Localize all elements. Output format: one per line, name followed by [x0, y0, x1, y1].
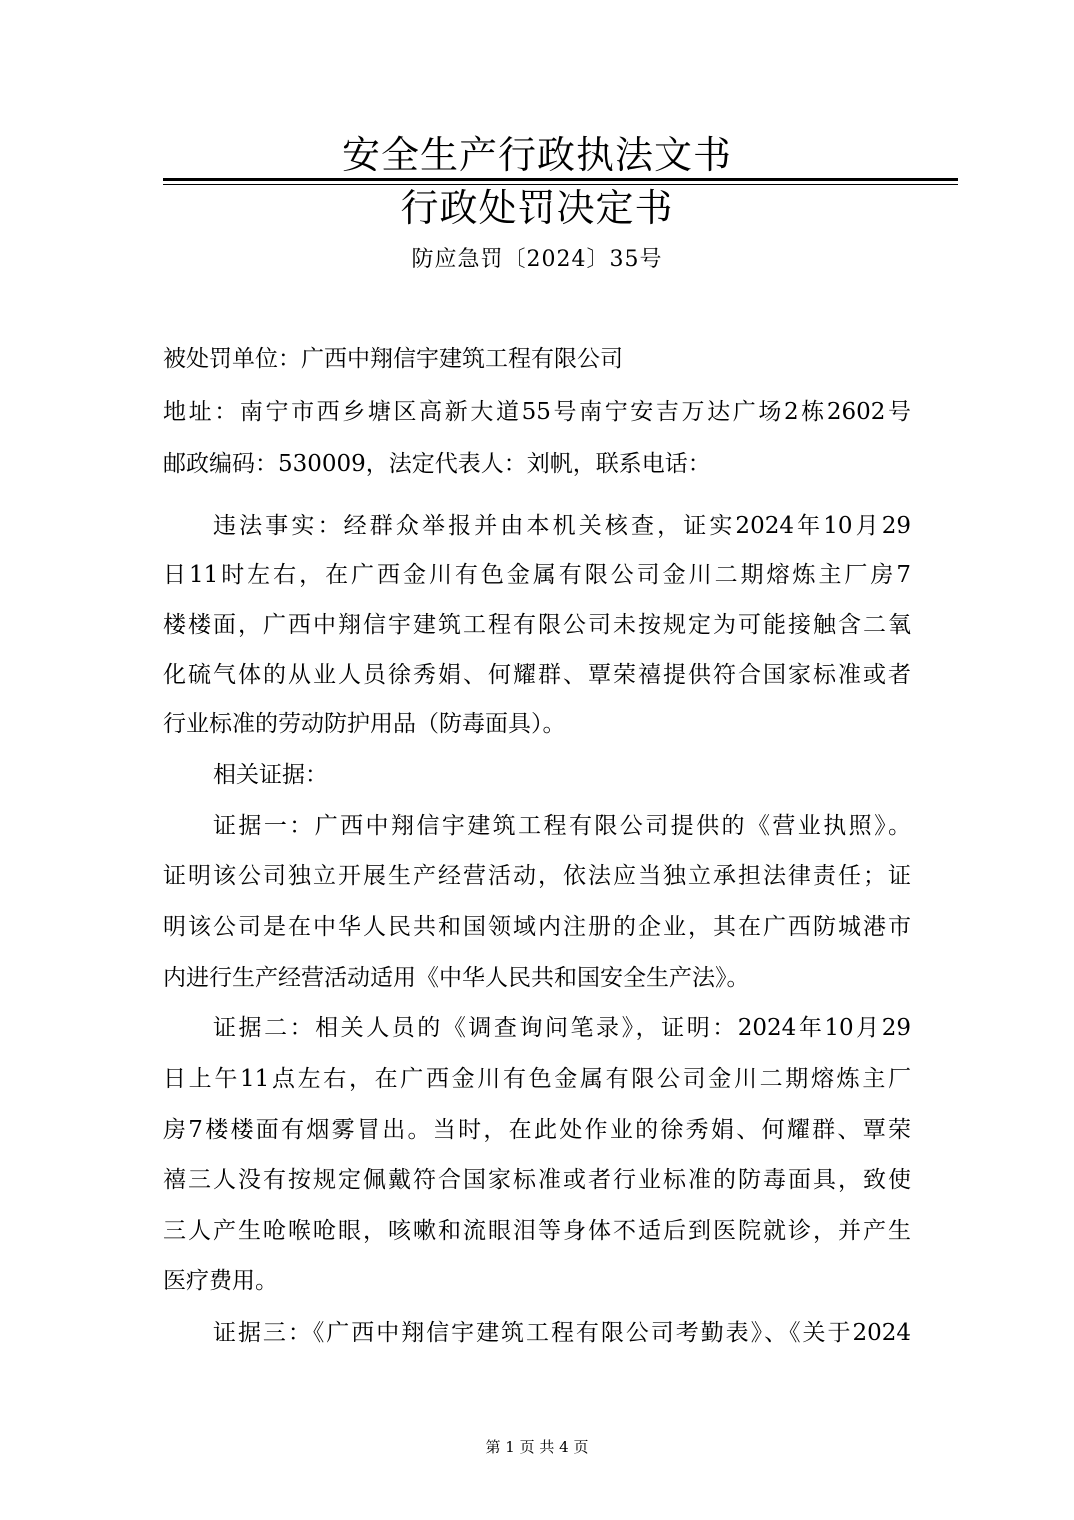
- body-line: 日上午11点左右，在广西金川有色金属有限公司金川二期熔炼主厂: [163, 1066, 911, 1092]
- page-indicator: 第 1 页 共 4 页: [485, 1438, 589, 1456]
- body-line: 明该公司是在中华人民共和国领域内注册的企业，其在广西防城港市: [163, 914, 911, 940]
- header-rule-thick: [163, 178, 958, 181]
- body-line: 证明该公司独立开展生产经营活动，依法应当独立承担法律责任；证: [163, 863, 911, 889]
- body-line: 三人产生呛喉呛眼，咳嗽和流眼泪等身体不适后到医院就诊，并产生: [163, 1218, 911, 1244]
- address: 地址：南宁市西乡塘区高新大道55号南宁安吉万达广场2栋2602号: [163, 399, 911, 425]
- document-number: 防应急罚〔2024〕35号: [411, 247, 663, 272]
- body-line: 化硫气体的从业人员徐秀娟、何耀群、覃荣禧提供符合国家标准或者: [163, 662, 911, 688]
- postal-representative-phone: 邮政编码：530009，法定代表人：刘帆，联系电话：: [163, 451, 711, 477]
- body-line: 违法事实：经群众举报并由本机关核查，证实2024年10月29: [213, 513, 911, 539]
- body-line: 相关证据：: [213, 762, 328, 788]
- body-line: 禧三人没有按规定佩戴符合国家标准或者行业标准的防毒面具，致使: [163, 1167, 911, 1193]
- penalized-unit: 被处罚单位：广西中翔信宇建筑工程有限公司: [163, 346, 623, 372]
- body-line: 证据二：相关人员的《调查询问笔录》，证明：2024年10月29: [213, 1015, 911, 1041]
- document-title: 行政处罚决定书: [400, 186, 674, 230]
- body-line: 楼楼面，广西中翔信宇建筑工程有限公司未按规定为可能接触含二氧: [163, 612, 911, 638]
- body-line: 日11时左右，在广西金川有色金属有限公司金川二期熔炼主厂房7: [163, 562, 911, 588]
- body-line: 医疗费用。: [163, 1268, 278, 1294]
- series-title: 安全生产行政执法文书: [341, 133, 732, 177]
- body-line: 证据一：广西中翔信宇建筑工程有限公司提供的《营业执照》。: [213, 813, 911, 839]
- body-line: 行业标准的劳动防护用品（防毒面具）。: [163, 711, 566, 737]
- body-line: 证据三：《广西中翔信宇建筑工程有限公司考勤表》、《关于2024: [213, 1320, 911, 1346]
- body-line: 内进行生产经营活动适用《中华人民共和国安全生产法》。: [163, 965, 750, 991]
- body-line: 房7楼楼面有烟雾冒出。当时，在此处作业的徐秀娟、何耀群、覃荣: [163, 1117, 911, 1143]
